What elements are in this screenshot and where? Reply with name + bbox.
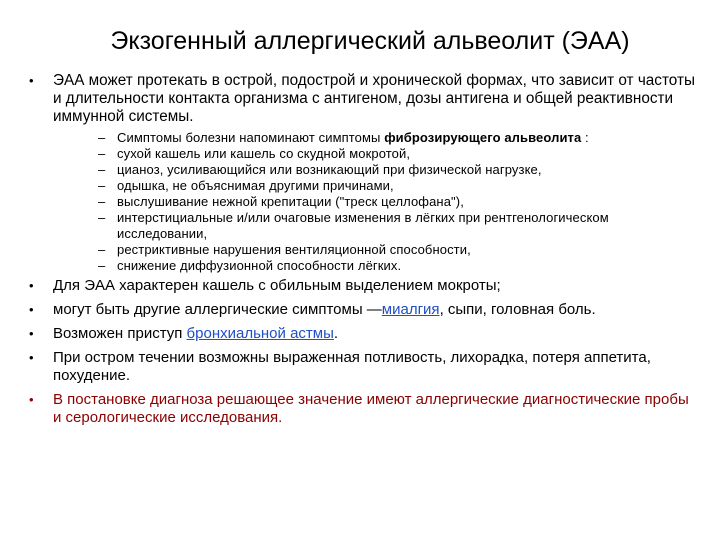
acute-text: При остром течении возможны выраженная потливость, лихорадка, потеря аппетита, похудение. xyxy=(53,349,651,384)
intro-text: ЭАА может протекать в острой, подострой и хронической формах, что зависит от частоты и длительности контакта организма с антигеном, дозы антигена и общей реактивности иммунной системы. xyxy=(53,72,695,125)
symptom-text: снижение диффузионной способности лёгких. xyxy=(117,258,402,273)
dash-icon: – xyxy=(98,162,106,177)
other-symptoms-text: могут быть другие аллергические симптомы — xyxy=(53,301,382,318)
bullet-icon: • xyxy=(29,350,34,365)
symptom-text: одышка, не объяснимая другими причинами, xyxy=(117,178,394,193)
dash-icon: – xyxy=(98,210,106,225)
symptom-text: выслушивание нежной крепитации ("треск целлофана"), xyxy=(117,194,464,209)
asthma-text: Возможен приступ xyxy=(53,325,187,342)
myalgia-link[interactable]: миалгия xyxy=(381,301,440,318)
bullet-asthma xyxy=(27,325,697,343)
bullet-icon: • xyxy=(29,73,34,88)
symptom-text: цианоз, усиливающийся или возникающий при физической нагрузке, xyxy=(117,162,542,177)
asthma-end: . xyxy=(333,325,339,342)
dash-icon: – xyxy=(98,194,106,209)
symptom-list xyxy=(27,130,697,274)
symptom-lead-end: : xyxy=(581,130,589,145)
bullet-acute xyxy=(27,349,697,385)
other-symptoms-end: , сыпи, головная боль. xyxy=(439,301,596,318)
symptom-lead-bold: фиброзирующего альвеолита xyxy=(384,130,582,145)
bronchial-asthma-link[interactable]: бронхиальной астмы xyxy=(186,325,334,342)
symptom-lead-text: Симптомы болезни напоминают симптомы xyxy=(117,130,385,145)
diagnosis-text: В постановке диагноза решающее значение имеют аллергические диагностические пробы и серологические исследования. xyxy=(53,391,689,426)
bullet-icon: • xyxy=(29,392,34,407)
cough-text: Для ЭАА характерен кашель с обильным выделением мокроты; xyxy=(53,277,501,294)
bullet-cough xyxy=(27,277,697,295)
bullet-icon: • xyxy=(29,326,34,341)
symptom-item xyxy=(99,242,697,258)
symptom-item xyxy=(99,146,697,162)
dash-icon: – xyxy=(98,130,106,145)
slide-content xyxy=(27,72,697,427)
symptom-item-lead xyxy=(99,130,697,146)
symptom-item xyxy=(99,178,697,194)
dash-icon: – xyxy=(98,178,106,193)
bullet-other-symptoms xyxy=(27,301,697,319)
symptom-item xyxy=(99,258,697,274)
symptom-text: рестриктивные нарушения вентиляционной способности, xyxy=(117,242,471,257)
dash-icon: – xyxy=(98,146,106,161)
symptom-item xyxy=(99,194,697,210)
bullet-diagnosis xyxy=(27,391,697,427)
bullet-icon: • xyxy=(29,278,34,293)
symptom-text: сухой кашель или кашель со скудной мокротой, xyxy=(117,146,411,161)
symptom-item xyxy=(99,210,697,242)
symptom-text: интерстициальные и/или очаговые изменения в лёгких при рентгенологическом исследовании, xyxy=(117,210,609,241)
dash-icon: – xyxy=(98,258,106,273)
bullet-icon: • xyxy=(29,302,34,317)
bullet-intro xyxy=(27,72,697,126)
slide-title: Экзогенный аллергический альвеолит (ЭАА) xyxy=(110,27,630,55)
dash-icon: – xyxy=(98,242,106,257)
symptom-item xyxy=(99,162,697,178)
